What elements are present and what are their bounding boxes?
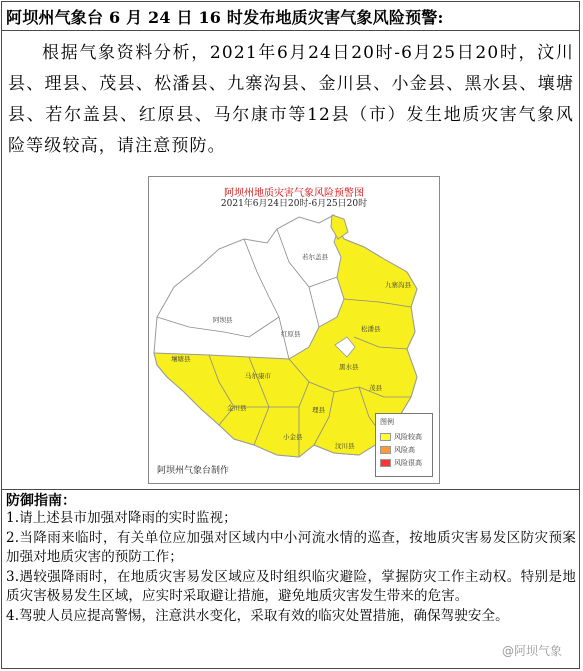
legend-label: 风险高 xyxy=(394,446,415,454)
warning-paragraph: 根据气象资料分析，2021年6月24日20时-6月25日20时，汶川县、理县、茂县、松潘县、九寨沟县、金川县、小金县、黑水县、壤塘县、若尔盖县、红原县、马尔康市等12县（市）发生地质灾害气象风险等级较高，请注意预防。 xyxy=(8,43,574,156)
defense-heading: 防御指南： xyxy=(6,493,76,509)
county-label-jiuzhaigou: 九寨沟县 xyxy=(385,281,411,289)
county-label-lixian: 理县 xyxy=(312,406,325,414)
section-divider xyxy=(1,489,579,490)
county-label-xiaojin: 小金县 xyxy=(283,433,303,441)
legend-swatch-yellow xyxy=(380,433,391,441)
county-label-aba: 阿坝县 xyxy=(213,316,233,324)
county-label-ruoergai: 若尔盖县 xyxy=(302,253,328,261)
county-label-rangtang: 壤塘县 xyxy=(171,355,191,363)
map-title: 阿坝州地质灾害气象风险预警图 xyxy=(224,188,364,199)
map-credit: 阿坝州气象台制作 xyxy=(157,466,230,476)
legend-label: 风险较高 xyxy=(394,433,422,441)
county-label-hongyuan: 红原县 xyxy=(281,330,301,338)
legend-swatch-red xyxy=(380,459,391,467)
map-legend xyxy=(375,413,433,477)
title-divider xyxy=(1,30,579,31)
defense-item: 2.当降雨来临时，有关单位应加强对区域内中小河流水情的巡查，按地质灾害易发区防灾预案加强对地质灾害的预防工作； xyxy=(6,529,576,565)
defense-list xyxy=(6,509,576,626)
county-label-maerkang: 马尔康市 xyxy=(245,372,271,380)
defense-item: 3.遇较强降雨时，在地质灾害易发区域应及时组织临灾避险，掌握防灾工作主动权。特别是地质灾害极易发生区域，应实时采取避让措施，避免地质灾害发生带来的危害。 xyxy=(6,568,576,604)
county-label-jinchuan: 金川县 xyxy=(227,404,247,412)
legend-title: 图例 xyxy=(380,418,394,426)
legend-swatch-orange xyxy=(380,446,391,454)
county-label-songpan: 松潘县 xyxy=(361,325,381,333)
county-label-heishui: 黑水县 xyxy=(339,363,359,371)
risk-map xyxy=(148,176,440,484)
county-label-maoxian: 茂县 xyxy=(369,384,382,392)
legend-label: 风险很高 xyxy=(394,459,422,467)
defense-item: 1.请上述县市加强对降雨的实时监视； xyxy=(6,510,237,526)
defense-item: 4.驾驶人员应提高警惕，注意洪水变化，采取有效的临灾处置措施，确保驾驶安全。 xyxy=(6,607,509,624)
map-subtitle: 2021年6月24日20时-6月25日20时 xyxy=(220,199,368,209)
county-label-wenchuan: 汶川县 xyxy=(335,442,355,450)
weibo-watermark: @阿坝气象 xyxy=(502,644,563,658)
page-title: 阿坝州气象台 6 月 24 日 16 时发布地质灾害气象风险预警: xyxy=(6,8,444,27)
